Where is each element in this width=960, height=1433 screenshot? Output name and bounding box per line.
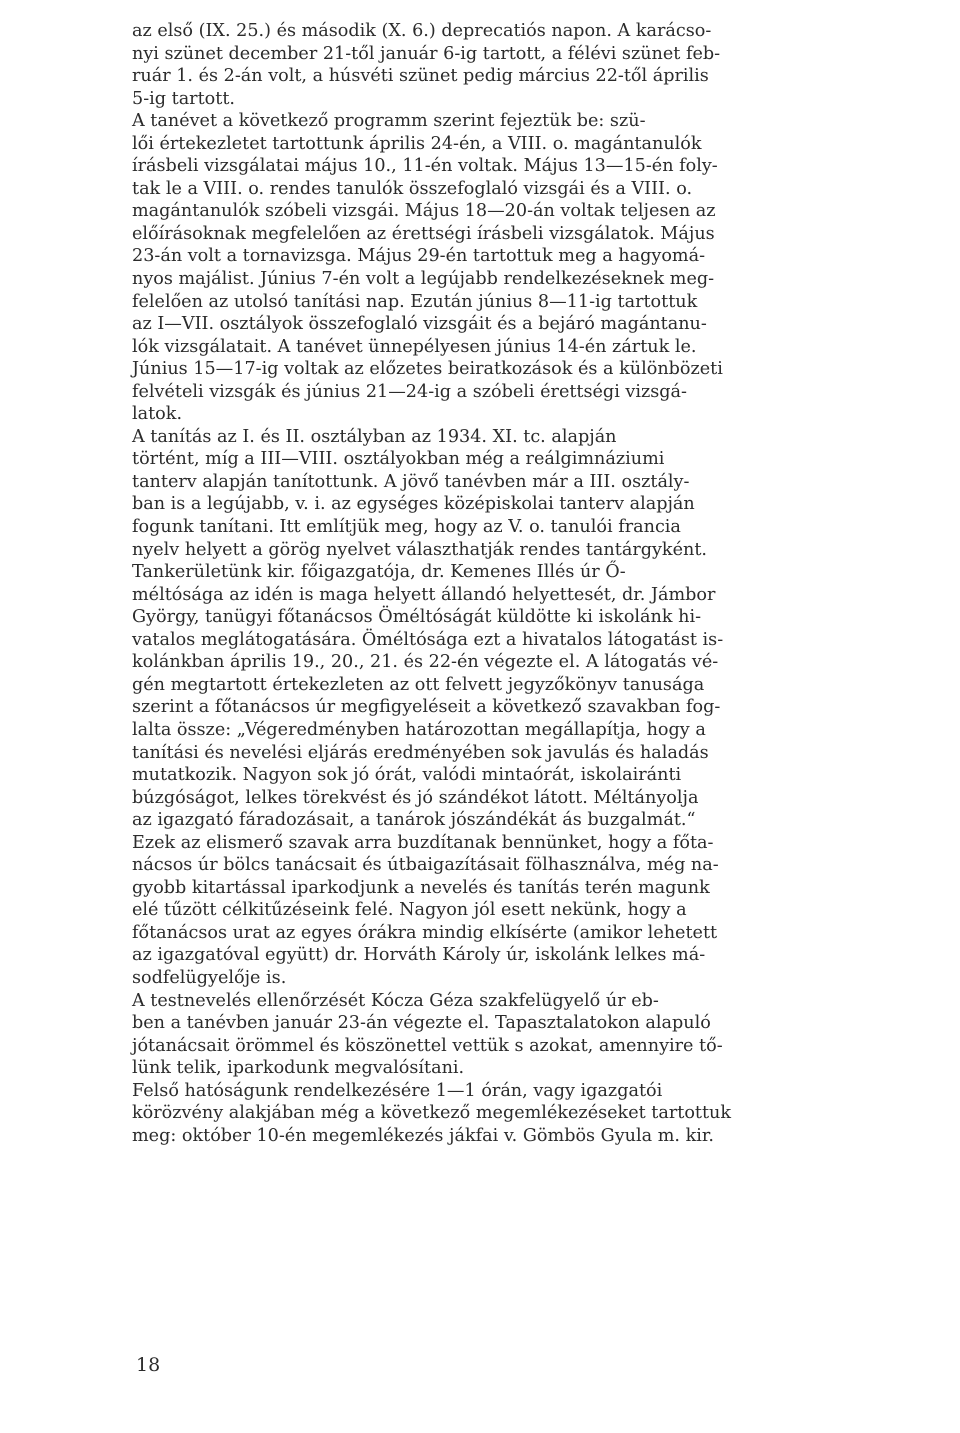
- paragraph-commemorations: Felső hatóságunk rendelkezésére 1—1 órán, vagy igazgatói körözvény alakjában még a következő megemlékezéseket tartottuk meg: október 10-én megemlékezés jákfai v. Gömbös Gyula m. kir.: [132, 1080, 732, 1146]
- document-page: [132, 20, 848, 1147]
- paragraph-holidays: az első (IX. 25.) és második (X. 6.) deprecatiós napon. A karácso- nyi szünet december 21-től január 6-ig tartott, a félévi szünet feb- ruár 1. és 2-án volt, a húsvéti szünet pedig március 22-től április 5-ig tartott.: [132, 21, 721, 109]
- page-number: 18: [136, 1354, 161, 1376]
- paragraph-year-end-program: A tanévet a következő programm szerint fejeztük be: szü- lői értekezletet tartottunk április 24-én, a VIII. o. magántanulók írásbeli vizsgálatai május 10., 11-én voltak. Május 13—15-én foly- tak le a VIII. o. rendes tanulók összefoglaló vizsgái és a VIII. o. magántanulók szóbeli vizsgái. Május 18—20-án voltak teljesen az előírásoknak megfelelően az érettségi írásbeli vizsgálatok. Május 23-án volt a tornavizsga. Május 29-én tartottuk meg a hagyomá- nyos majálist. Június 7-én volt a legújabb rendelkezéseknek meg- felelően az utolsó tanítási nap. Ezután június 8—11-ig tartottuk az I—VII. osztályok összefoglaló vizsgáit és a bejáró magántanu- lók vizsgálatait. A tanévet ünnepélyesen június 14-én zártuk le. Június 15—17-ig voltak az előzetes beiratkozások és a különbözeti felvételi vizsgák és június 21—24-ig a szóbeli érettségi vizsgá- latok.: [132, 111, 723, 425]
- paragraph-curriculum: A tanítás az I. és II. osztályban az 1934. XI. tc. alapján történt, míg a III—VIII. osztályokban még a reálgimnáziumi tanterv alapján tanítottunk. A jövő tanévben már a III. osztály- ban is a legújabb, v. i. az egységes középiskolai tanterv alapján fogunk tanítani. Itt említjük meg, hogy az V. o. tanulói francia nyelv helyett a görög nyelvet választhatják rendes tantárgyként.: [132, 426, 707, 560]
- paragraph-inspection: Tankerületünk kir. főigazgatója, dr. Kemenes Illés úr Ő- méltósága az idén is maga helyett állandó helyettesét, dr. Jámbor György, tanügyi főtanácsos Öméltóságát küldötte ki iskolánk hi- vatalos meglátogatására. Öméltósága ezt a hivatalos látogatást is- kolánkban április 19., 20., 21. és 22-én végezte el. A látogatás vé- gén megtartott értekezleten az ott felvett jegyzőkönyv tanusága szerint a főtanácsos úr megfigyeléseit a következő szavakban fog- lalta össze: „Végeredményben határozottan megállapítja, hogy a tanítási és nevelési eljárás eredményében sok javulás és haladás mutatkozik. Nagyon sok jó órát, valódi mintaórát, iskolairánti búzgóságot, lelkes törekvést és jó szándékot látott. Méltányolja az igazgató fáradozásait, a tanárok jószándékát ás buzgalmát.“ Ezek az elismerő szavak arra buzdítanak bennünket, hogy a főta- nácsos úr bölcs tanácsait és útbaigazításait fölhasználva, még na- gyobb kitartással iparkodjunk a nevelés és tanítás terén magunk elé tűzött célkitűzéseink felé. Nagyon jól esett nekünk, hogy a főtanácsos urat az egyes órákra mindig elkísérte (amikor lehetett az igazgatóval együtt) dr. Horváth Károly úr, iskolánk lelkes má- sodfelügyelője is.: [132, 562, 724, 988]
- paragraph-physical-education: A testnevelés ellenőrzését Kócza Géza szakfelügyelő úr eb- ben a tanévben január 23-án végezte el. Tapasztalatokon alapuló jótanácsait örömmel és köszönettel vettük s azokat, amennyire tő- lünk telik, iparkodunk megvalósítani.: [132, 990, 723, 1079]
